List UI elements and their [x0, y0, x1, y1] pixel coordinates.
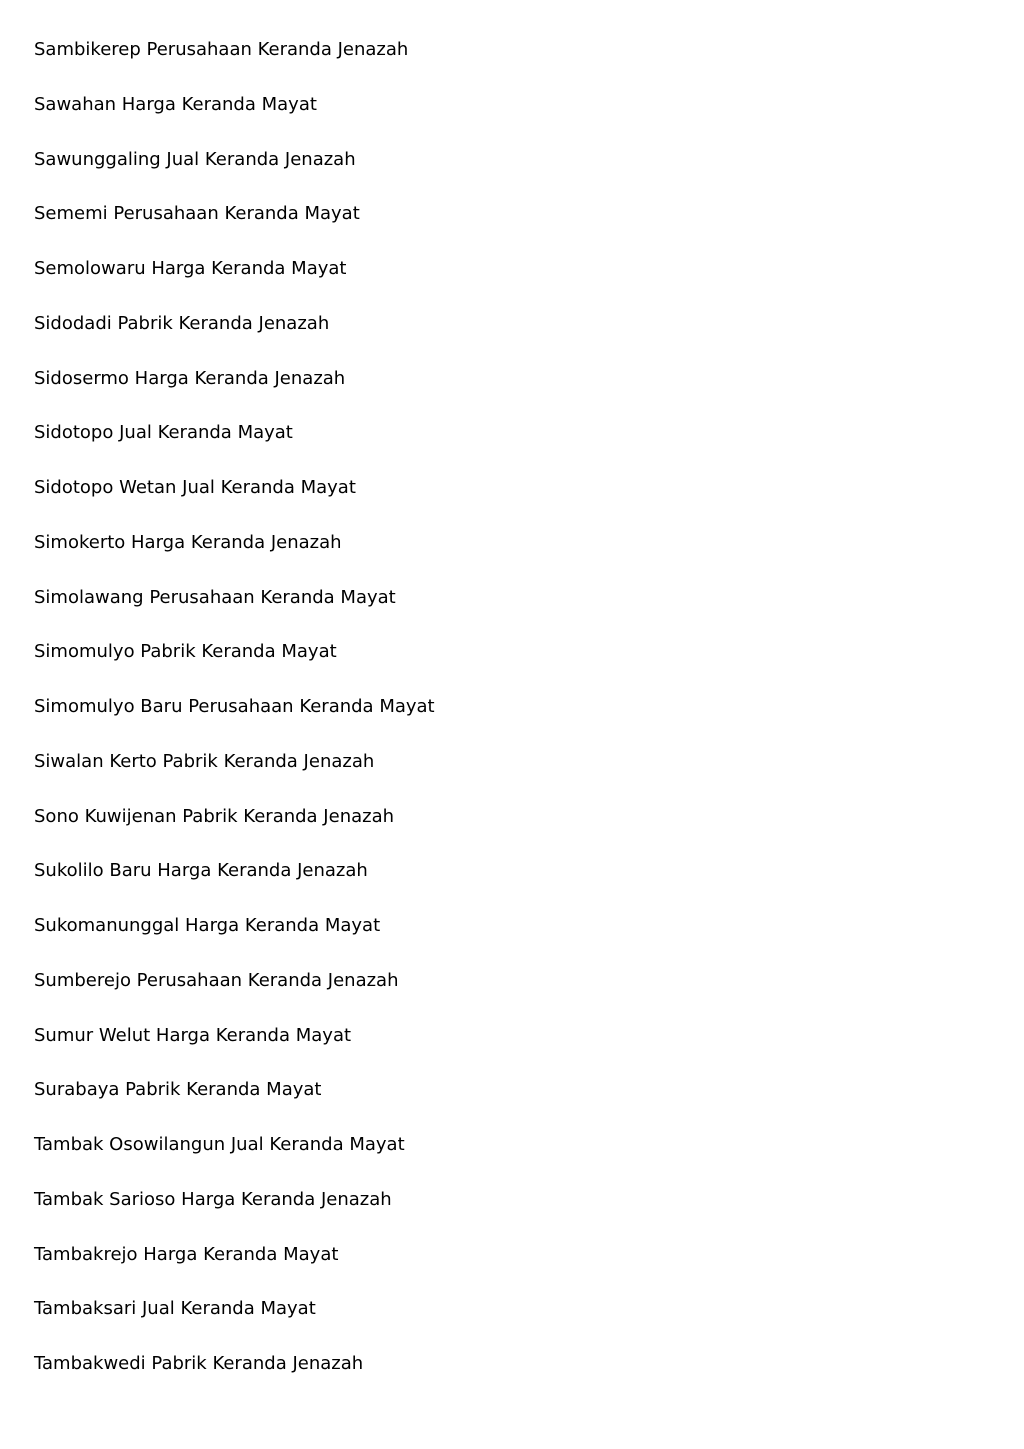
location-link-list [34, 35, 435, 1404]
list-item [34, 473, 435, 528]
list-item [34, 911, 435, 966]
location-link[interactable]: Sidotopo Jual Keranda Mayat [34, 422, 293, 444]
list-item [34, 856, 435, 911]
location-link[interactable]: Siwalan Kerto Pabrik Keranda Jenazah [34, 750, 375, 772]
location-link[interactable]: Surabaya Pabrik Keranda Mayat [34, 1079, 322, 1101]
list-item [34, 35, 435, 90]
list-item [34, 364, 435, 419]
location-link[interactable]: Sambikerep Perusahaan Keranda Jenazah [34, 39, 409, 60]
location-link[interactable]: Sawahan Harga Keranda Mayat [34, 93, 317, 115]
list-item [34, 802, 435, 857]
location-link[interactable]: Sumur Welut Harga Keranda Mayat [34, 1024, 352, 1046]
list-item [34, 1349, 435, 1404]
location-link[interactable]: Simokerto Harga Keranda Jenazah [34, 531, 342, 553]
location-link[interactable]: Sukolilo Baru Harga Keranda Jenazah [34, 860, 368, 882]
list-item [34, 747, 435, 802]
location-link[interactable]: Sidotopo Wetan Jual Keranda Mayat [34, 477, 356, 498]
location-link[interactable]: Sidodadi Pabrik Keranda Jenazah [34, 312, 330, 334]
location-link[interactable]: Sememi Perusahaan Keranda Mayat [34, 203, 360, 225]
location-link[interactable]: Simomulyo Pabrik Keranda Mayat [34, 641, 337, 663]
location-link[interactable]: Simolawang Perusahaan Keranda Mayat [34, 586, 396, 608]
list-item [34, 90, 435, 145]
list-item [34, 528, 435, 583]
list-item [34, 309, 435, 364]
list-item [34, 1294, 435, 1349]
list-item [34, 637, 435, 692]
location-link[interactable]: Tambak Osowilangun Jual Keranda Mayat [34, 1134, 405, 1155]
location-link[interactable]: Sukomanunggal Harga Keranda Mayat [34, 915, 381, 936]
location-link[interactable]: Tambakwedi Pabrik Keranda Jenazah [34, 1353, 364, 1374]
location-link[interactable]: Simomulyo Baru Perusahaan Keranda Mayat [34, 696, 435, 717]
location-link[interactable]: Tambakrejo Harga Keranda Mayat [34, 1243, 339, 1265]
location-link[interactable]: Tambaksari Jual Keranda Mayat [34, 1298, 316, 1320]
list-item [34, 145, 435, 200]
list-item [34, 692, 435, 747]
location-link[interactable]: Sono Kuwijenan Pabrik Keranda Jenazah [34, 805, 395, 827]
location-link[interactable]: Semolowaru Harga Keranda Mayat [34, 258, 347, 279]
location-link[interactable]: Tambak Sarioso Harga Keranda Jenazah [34, 1188, 392, 1210]
location-link[interactable]: Sawunggaling Jual Keranda Jenazah [34, 148, 356, 170]
list-item [34, 199, 435, 254]
location-link[interactable]: Sidosermo Harga Keranda Jenazah [34, 367, 346, 389]
list-item [34, 418, 435, 473]
list-item [34, 1021, 435, 1076]
list-item [34, 966, 435, 1021]
list-item [34, 254, 435, 309]
list-item [34, 1075, 435, 1130]
location-link[interactable]: Sumberejo Perusahaan Keranda Jenazah [34, 969, 399, 991]
list-item [34, 1130, 435, 1185]
list-item [34, 1240, 435, 1295]
list-item [34, 1185, 435, 1240]
list-item [34, 583, 435, 638]
